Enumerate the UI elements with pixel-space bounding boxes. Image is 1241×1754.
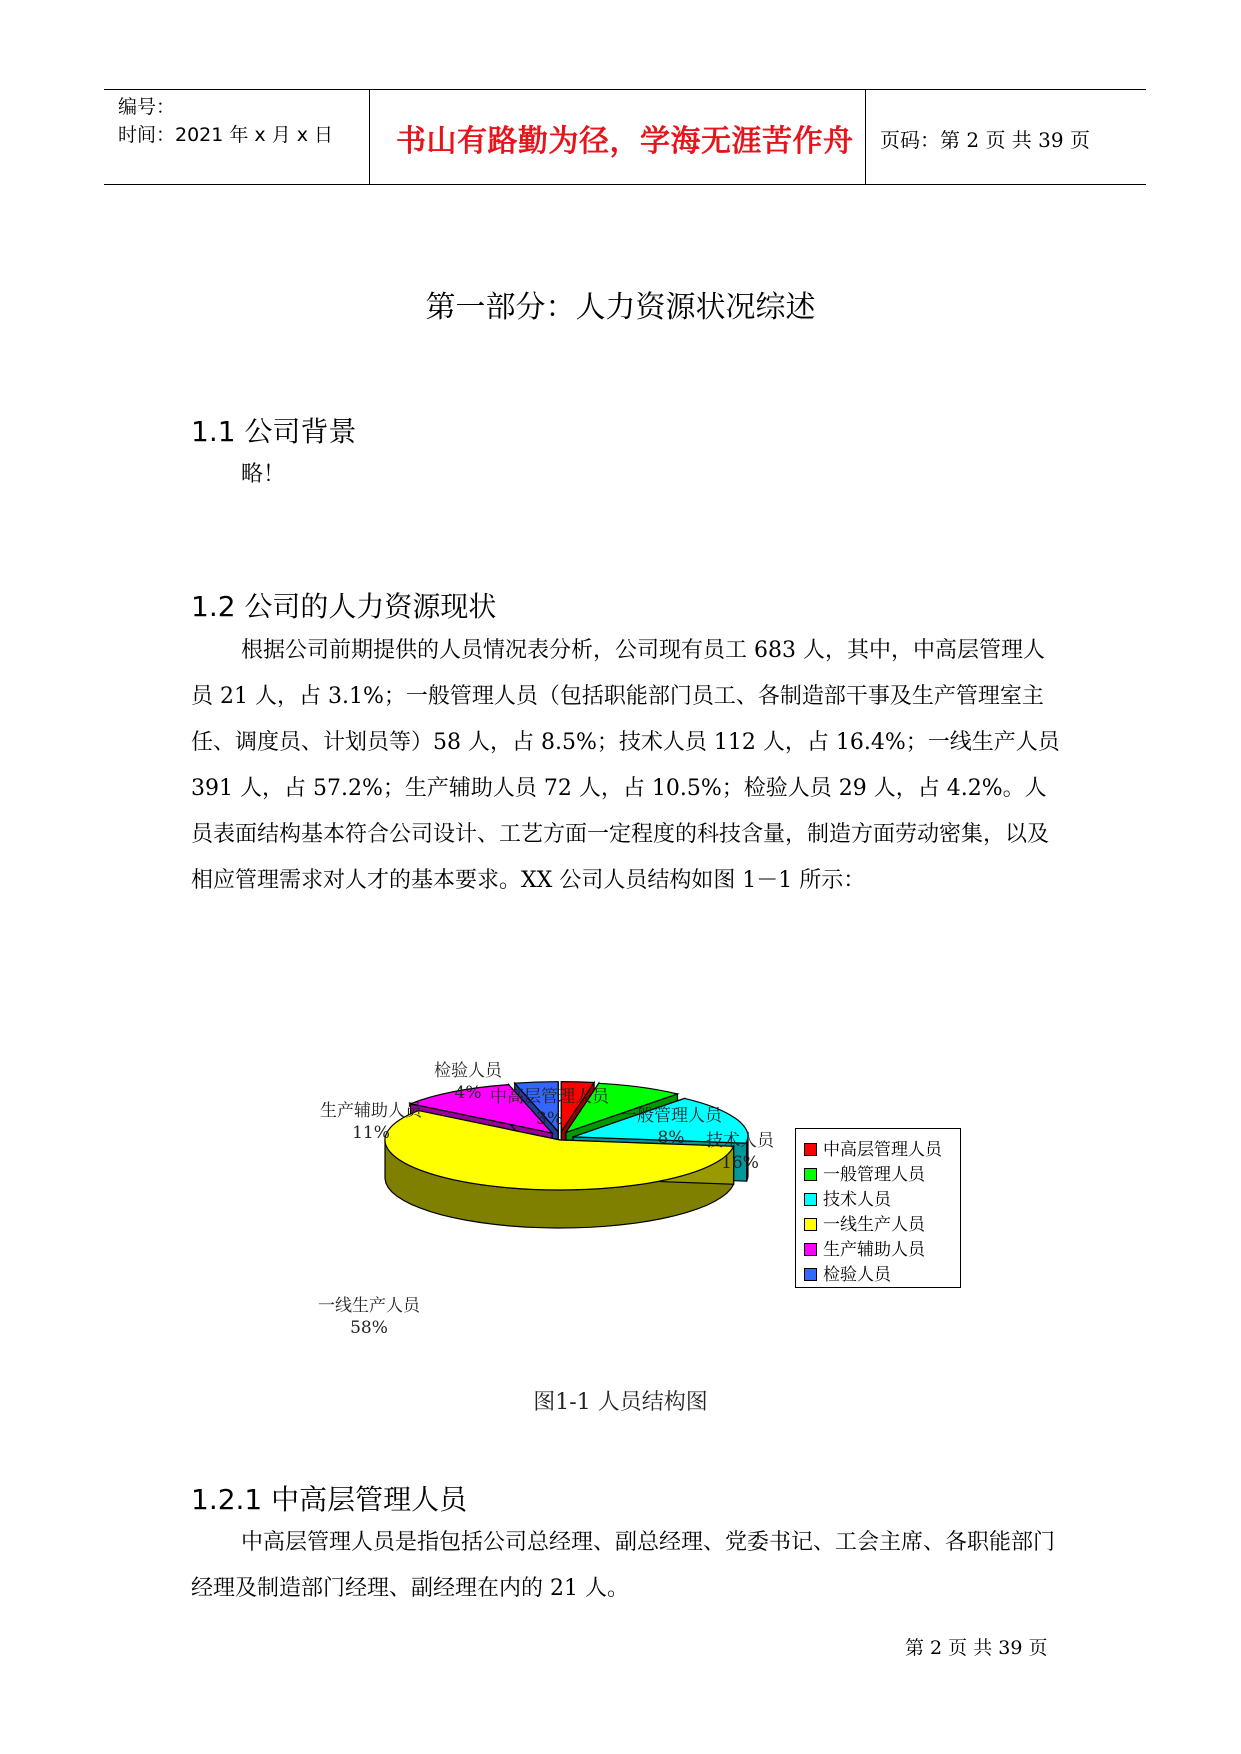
section-heading-1-2-1: 1.2.1 中高层管理人员	[191, 1483, 468, 1516]
pie-label-2	[706, 1130, 774, 1174]
pie-label-value: 16%	[721, 1153, 759, 1173]
header-meta-cell	[104, 90, 370, 184]
pie-label-name: 技术人员	[706, 1131, 774, 1151]
legend-swatch	[804, 1243, 817, 1256]
legend-label: 技术人员	[823, 1190, 891, 1210]
pie-label-value: 3%	[536, 1109, 563, 1129]
section-1-2-1-body	[191, 1520, 1061, 1612]
paragraph: 根据公司前期提供的人员情况表分析，公司现有员工 683 人，其中，中高层管理人员 21 人，占 3.1%；一般管理人员（包括职能部门员工、各制造部干事及生产管理室主任、调度员、计划员等）58 人，占 8.5%；技术人员 112 人，占 16.4%；一线生产人员 391 人，占 57.2%；生产辅助人员 72 人，占 10.5%；检验人员 29 人，占 4.2%。人员表面结构基本符合公司设计、工艺方面一定程度的科技含量，制造方面劳动密集，以及相应管理需求对人才的基本要求。XX 公司人员结构如图 1－1 所示：	[191, 638, 1060, 893]
header-table	[104, 89, 1146, 185]
section-1-2-body	[191, 628, 1061, 904]
legend-swatch	[804, 1218, 817, 1231]
page-info: 页码：第 2 页 共 39 页	[880, 128, 1090, 152]
pie-label-value: 11%	[352, 1123, 390, 1143]
pie-label-3	[318, 1295, 420, 1339]
legend-swatch	[804, 1143, 817, 1156]
chart-legend	[795, 1128, 961, 1288]
pie-label-name: 一线生产人员	[318, 1296, 420, 1316]
pie-label-name: 检验人员	[434, 1061, 502, 1081]
header-page-cell	[866, 90, 1146, 184]
pie-label-name: 中高层管理人员	[490, 1087, 609, 1107]
legend-label: 一般管理人员	[823, 1165, 925, 1185]
section-heading-1-2: 1.2 公司的人力资源现状	[191, 590, 497, 623]
legend-swatch	[804, 1193, 817, 1206]
legend-swatch	[804, 1168, 817, 1181]
legend-item	[804, 1185, 891, 1209]
legend-item	[804, 1160, 925, 1184]
page-footer: 第 2 页 共 39 页	[905, 1637, 1048, 1659]
header-motto-cell	[370, 90, 866, 184]
section-1-1-body	[191, 452, 1061, 498]
pie-label-0	[490, 1086, 609, 1130]
legend-item	[804, 1135, 942, 1159]
paragraph: 中高层管理人员是指包括公司总经理、副总经理、党委书记、工会主席、各职能部门经理及制造部门经理、副经理在内的 21 人。	[191, 1530, 1056, 1601]
motto-text: 书山有路勤为径，学海无涯苦作舟	[396, 124, 854, 159]
figure-caption: 图1-1 人员结构图	[533, 1390, 708, 1415]
number-label: 编号：	[118, 96, 176, 118]
legend-label: 检验人员	[823, 1265, 891, 1285]
section-heading-1-1: 1.1 公司背景	[191, 415, 357, 448]
page-title: 第一部分：人力资源状况综述	[425, 290, 816, 325]
legend-item	[804, 1210, 925, 1234]
pie-label-name: 生产辅助人员	[320, 1101, 422, 1121]
pie-label-5	[434, 1060, 502, 1104]
time-label: 时间：2021 年 x 月 x 日	[118, 124, 334, 146]
legend-swatch	[804, 1268, 817, 1281]
paragraph: 略！	[241, 462, 286, 487]
legend-item	[804, 1235, 925, 1259]
pie-label-value: 8%	[657, 1128, 685, 1148]
legend-item	[804, 1260, 891, 1284]
legend-label: 生产辅助人员	[823, 1240, 925, 1260]
pie-label-value: 58%	[350, 1318, 388, 1338]
pie-label-4	[320, 1100, 422, 1144]
legend-label: 一线生产人员	[823, 1215, 925, 1235]
pie-label-value: 4%	[454, 1083, 482, 1103]
legend-label: 中高层管理人员	[823, 1140, 942, 1160]
pie-label-name: 一般管理人员	[620, 1106, 722, 1126]
